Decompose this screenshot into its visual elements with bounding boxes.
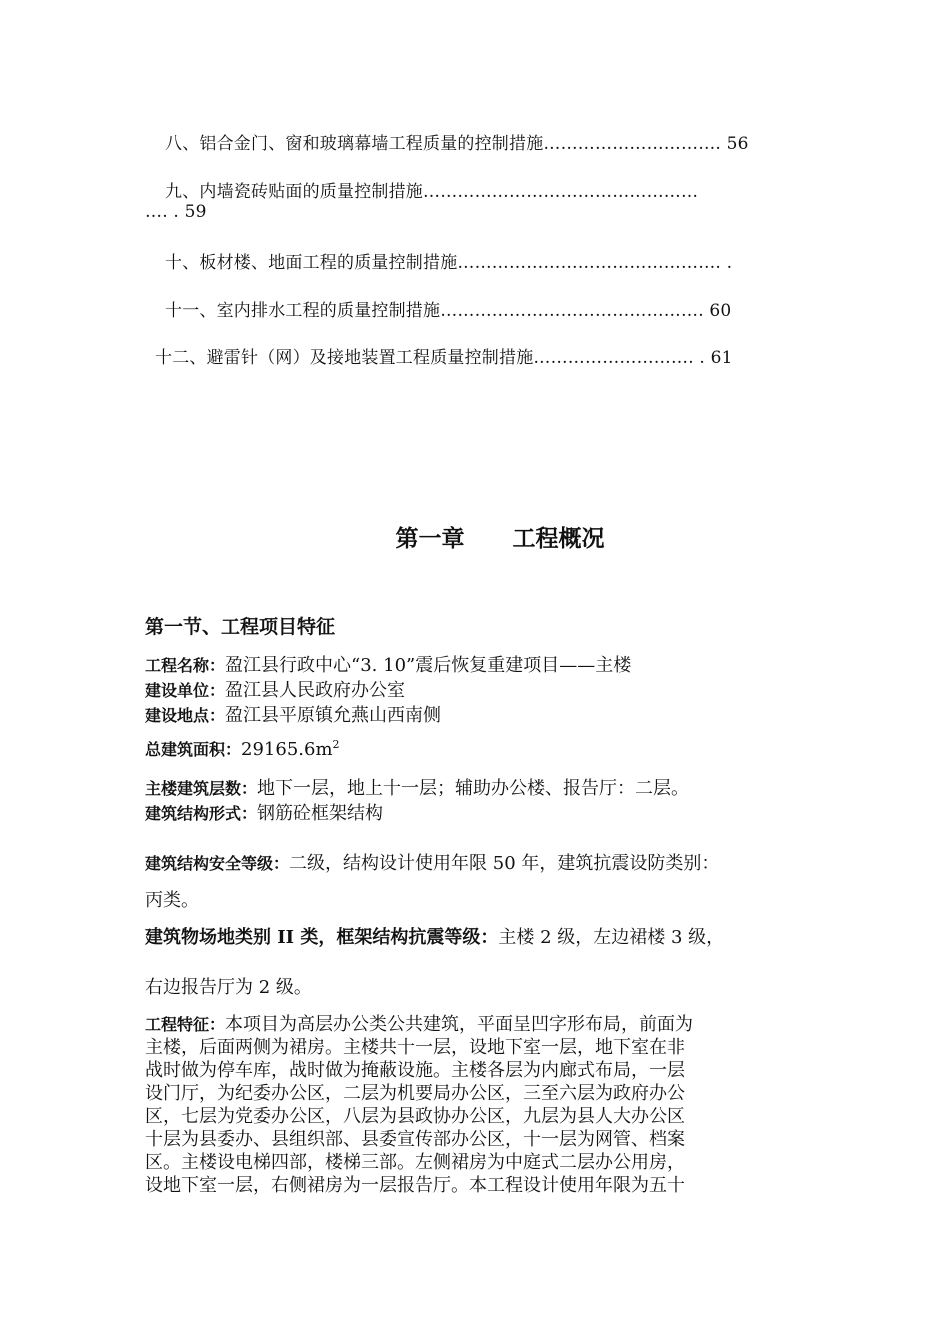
features-paragraph xyxy=(145,1013,815,1197)
safety-label: 建筑结构安全等级： xyxy=(145,854,290,873)
structure-row xyxy=(145,799,383,825)
features-line-5: 区，七层为党委办公区，八层为县政协办公区，九层为县人大办公区 xyxy=(145,1106,685,1127)
site-value-line1: 主楼 2 级，左边裙楼 3 级， xyxy=(498,927,725,948)
location-value: 盈江县平原镇允燕山西南侧 xyxy=(225,705,442,726)
project-name-label: 工程名称： xyxy=(145,656,226,675)
project-name-value: 盈江县行政中心“3. 10”震后恢复重建项目——主楼 xyxy=(225,655,632,676)
toc-entry-8[interactable]: 八、铝合金门、窗和玻璃幕墙工程质量的控制措施…………………………. 56 xyxy=(165,134,749,154)
floors-row xyxy=(145,774,689,800)
safety-row-cont xyxy=(145,886,199,912)
safety-row xyxy=(145,849,719,875)
project-name-row xyxy=(145,651,631,677)
structure-label: 建筑结构形式： xyxy=(145,804,258,823)
site-label: 建筑物场地类别 II 类，框架结构抗震等级： xyxy=(145,927,499,948)
safety-value-line1: 二级，结构设计使用年限 50 年，建筑抗震设防类别： xyxy=(289,853,720,874)
area-value: 29165.6m xyxy=(241,739,333,760)
features-line-8: 设地下室一层，右侧裙房为一层报告厅。本工程设计使用年限为五十 xyxy=(145,1175,685,1196)
features-line-6: 十层为县委办、县组织部、县委宣传部办公区，十一层为网管、档案 xyxy=(145,1129,685,1150)
chapter-number: 第一章 xyxy=(395,526,465,552)
safety-value-line2: 丙类。 xyxy=(145,890,199,911)
features-line-4: 设门厅，为纪委办公区，二层为机要局办公区，三至六层为政府办公 xyxy=(145,1083,685,1104)
section-title: 第一节、工程项目特征 xyxy=(145,616,336,638)
toc-entry-9-page[interactable]: …. . 59 xyxy=(145,202,207,222)
site-value-line2: 右边报告厅为 2 级。 xyxy=(145,977,312,998)
toc-entry-10[interactable]: 十、板材楼、地面工程的质量控制措施………………………………………. . xyxy=(165,253,733,273)
toc-entry-9[interactable]: 九、内墙瓷砖贴面的质量控制措施………………………………………… xyxy=(165,182,699,202)
site-row xyxy=(145,923,724,949)
owner-value: 盈江县人民政府办公室 xyxy=(225,680,406,701)
chapter-title: 工程概况 xyxy=(512,526,605,552)
features-line-3: 战时做为停车库，战时做为掩蔽设施。主楼各层为内廊式布局，一层 xyxy=(145,1060,685,1081)
floors-label: 主楼建筑层数： xyxy=(145,779,258,798)
owner-row xyxy=(145,676,405,702)
structure-value: 钢筋砼框架结构 xyxy=(257,803,384,824)
features-line-2: 主楼，后面两侧为裙房。主楼共十一层，设地下室一层，地下室在非 xyxy=(145,1037,685,1058)
features-label: 工程特征： xyxy=(145,1015,226,1034)
area-unit-superscript: 2 xyxy=(332,738,340,751)
location-row xyxy=(145,701,441,727)
location-label: 建设地点： xyxy=(145,706,226,725)
site-row-cont xyxy=(145,973,312,999)
toc-entry-11[interactable]: 十一、室内排水工程的质量控制措施………………………………………. 60 xyxy=(165,301,732,321)
toc-entry-12[interactable]: 十二、避雷针（网）及接地装置工程质量控制措施………………………. . 61 xyxy=(155,348,733,368)
features-line-7: 区。主楼设电梯四部，楼梯三部。左侧裙房为中庭式二层办公用房， xyxy=(145,1152,685,1173)
floors-value: 地下一层，地上十一层；辅助办公楼、报告厅：二层。 xyxy=(257,778,690,799)
area-row xyxy=(145,737,340,760)
owner-label: 建设单位： xyxy=(145,681,226,700)
chapter-heading xyxy=(0,520,950,553)
area-label: 总建筑面积： xyxy=(145,740,242,759)
features-line-1: 工程特征：本项目为高层办公类公共建筑，平面呈凹字形布局，前面为 xyxy=(145,1014,694,1035)
